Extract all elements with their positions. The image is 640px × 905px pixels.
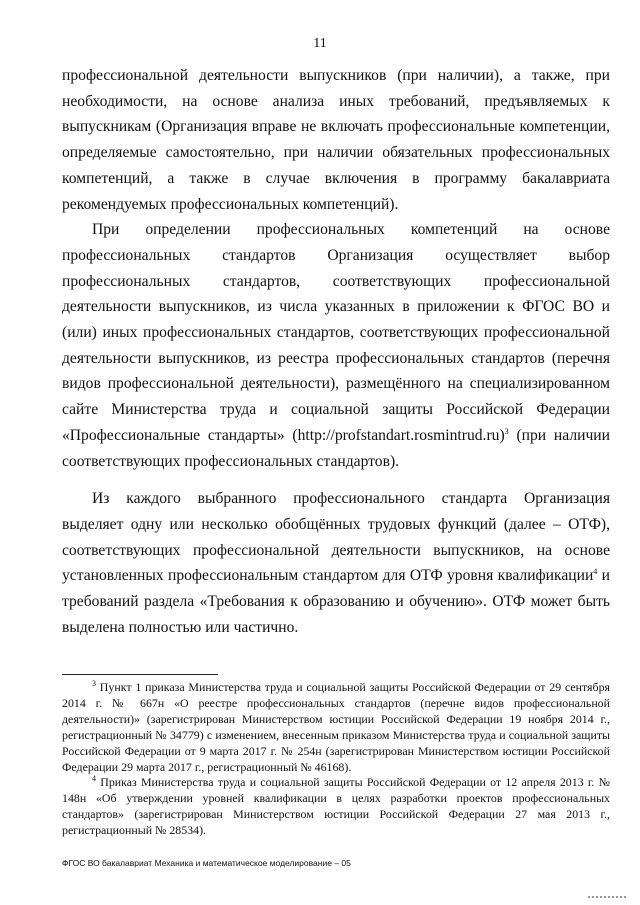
- paragraph-text: и требований раздела «Требования к образованию и обучению». ОТФ может быть выделена полностью или частично.: [62, 567, 611, 636]
- footnote-text: Приказ Министерства труда и социальной защиты Российской Федерации от 12 апреля 2013 г. № 148н «Об утверждении уровней квалификации в целях разработки проектов профессиональных стандартов» (зарегистрирован Министерством юстиции Российской Федерации 27 мая 2013 г., регистрационный № 28534).: [62, 775, 610, 838]
- paragraph-text: Из каждого выбранного профессионального стандарта Организация выделяет одну или несколько обобщённых трудовых функций (далее – ОТФ), соответствующих профессиональной деятельности выпускников, на основе установленных профессиональным стандартом для ОТФ уровня квалификации: [62, 490, 610, 585]
- footnote-3: [62, 680, 610, 775]
- footnote-4: [62, 775, 610, 839]
- paragraph-text: При определении профессиональных компетенций на основе профессиональных стандартов Организация осуществляет выбор профессиональных стандартов, соответствующих профессиональной деятельности выпускников, из числа указанных в приложении к ФГОС ВО и (или) иных профессиональных стандартов, соответствующих профессиональной деятельности выпускников, из реестра профессиональных стандартов (перечня видов профессиональной деятельности), размещённого на специализированном сайте Министерства труда и социальной защиты Российской Федерации «Профессиональные стандарты» (http://profstandart.rosmintrud.ru): [62, 221, 610, 444]
- footnote-ref-4: 4: [593, 567, 598, 577]
- footnote-mark: 3: [92, 679, 96, 689]
- page-number: 11: [313, 36, 327, 51]
- paragraph-generalized-functions: [62, 486, 610, 640]
- footnotes: [62, 680, 610, 839]
- footnote-separator: [62, 674, 218, 675]
- paragraph-text: (при наличии соответствующих профессиональных стандартов).: [62, 426, 610, 470]
- paragraph-continuation: профессиональной деятельности выпускников (при наличии), а также, при необходимости, на основе анализа иных требований, предъявляемых к выпускникам (Организация вправе не включать профессиональные компетенции, определяемые самостоятельно, при наличии обязательных профессиональных компетенций, а также в случае включения в программу бакалавриата рекомендуемых профессиональных компетенций).: [62, 67, 610, 213]
- footnote-text: Пункт 1 приказа Министерства труда и социальной защиты Российской Федерации от 29 сентября 2014 г. № 667н «О реестре профессиональных стандартов (перечне видов профессиональной деятельности)» (зарегистрирован Министерством юстиции Российской Федерации 19 ноября 2014 г., регистрационный № 34779) с изменением, внесенным приказом Министерства труда и социальной защиты Российской Федерации от 9 марта 2017 г. № 254н (зарегистрирован Министерством юстиции Российской Федерации 29 марта 2017 г., регистрационный № 46168).: [62, 680, 610, 774]
- page-footer: ФГОС ВО бакалавриат Механика и математическое моделирование – 05: [62, 858, 351, 868]
- footnote-ref-3: 3: [504, 426, 509, 436]
- document-body: [62, 63, 610, 640]
- paragraph-professional-standards: [62, 217, 610, 474]
- scan-edge-mark: [588, 896, 626, 898]
- footnote-mark: 4: [92, 774, 96, 784]
